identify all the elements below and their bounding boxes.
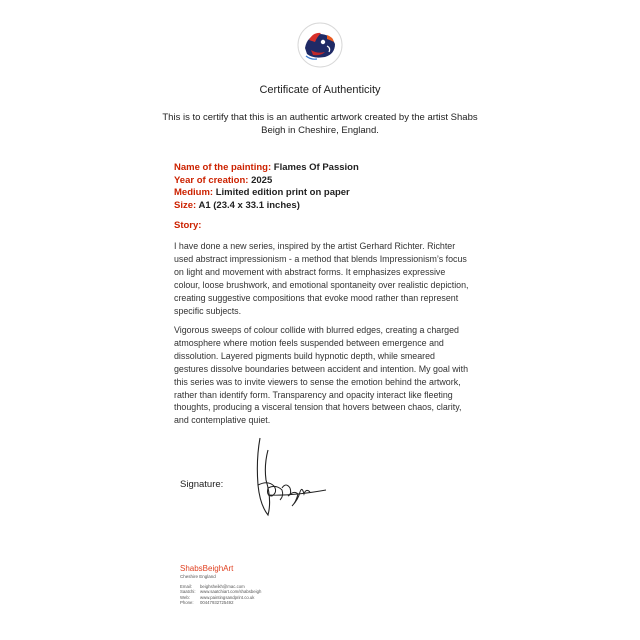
story-paragraph-1: I have done a new series, inspired by the artist Gerhard Richter. Richter used abstract impressionism - a method that blends Impressionism’s focus on light and movement with abstract forms. It emphasizes expressive colour, loose brushwork, and emotional spontaneity over realistic depiction, creating suggestive compositions that evoke mood rather than represent specific subjects. — [174, 241, 469, 316]
medium-value: Limited edition print on paper — [215, 187, 350, 198]
artist-logo — [297, 22, 343, 68]
contact-value: 00447932725492 — [200, 600, 234, 606]
painting-name-label: Name of the painting: — [174, 162, 272, 173]
signature-label: Signature: — [180, 479, 224, 490]
medium-label: Medium: — [174, 187, 214, 198]
certificate-title: Certificate of Authenticity — [259, 84, 381, 96]
contact-value[interactable]: www.saatchiart.com/shabsbeigh — [200, 589, 262, 595]
brand-location: Cheshire England — [180, 574, 216, 579]
contact-list — [180, 584, 261, 606]
certificate-intro: This is to certify that this is an authentic artwork created by the artist Shabs Beigh in Cheshire, England. — [162, 112, 478, 136]
contact-key: Email: — [180, 584, 192, 589]
year-label: Year of creation: — [174, 174, 249, 186]
story-paragraph-2: Vigorous sweeps of colour collide with blurred edges, creating a charged atmosphere where motion feels suspended between emergence and dissolution. Layered pigments build hypnotic depth, while smeared gestures dissolve boundaries between accident and intention. My goal with this series was to invite viewers to sense the emotion behind the artwork, rather than identify form. Transparency and opacity interact like fleeting thoughts, producing a visceral tension that hovers between chaos, clarity, and contemplative quiet. — [174, 325, 469, 426]
size-label: Size: — [174, 199, 197, 211]
brand-name: ShabsBeighArt — [180, 564, 234, 573]
contact-value[interactable]: www.paintingsandprint.co.uk — [200, 594, 255, 600]
story-heading: Story: — [174, 220, 202, 231]
year-value: 2025 — [251, 174, 273, 186]
painting-name-value: Flames Of Passion — [273, 162, 359, 173]
size-value: A1 (23.4 x 33.1 inches) — [198, 199, 300, 211]
contact-row-phone — [180, 600, 261, 605]
contact-value[interactable]: beighsheikh@mac.com — [200, 584, 245, 589]
contact-key: Web: — [180, 594, 190, 600]
contact-key: Phone: — [180, 600, 194, 606]
year-row — [174, 175, 474, 188]
size-row — [174, 200, 474, 213]
handwritten-signature — [238, 430, 338, 525]
medium-row — [174, 187, 474, 200]
artwork-details — [174, 162, 474, 212]
contact-key: Saatchi: — [180, 589, 196, 595]
painting-name-row — [174, 162, 474, 175]
